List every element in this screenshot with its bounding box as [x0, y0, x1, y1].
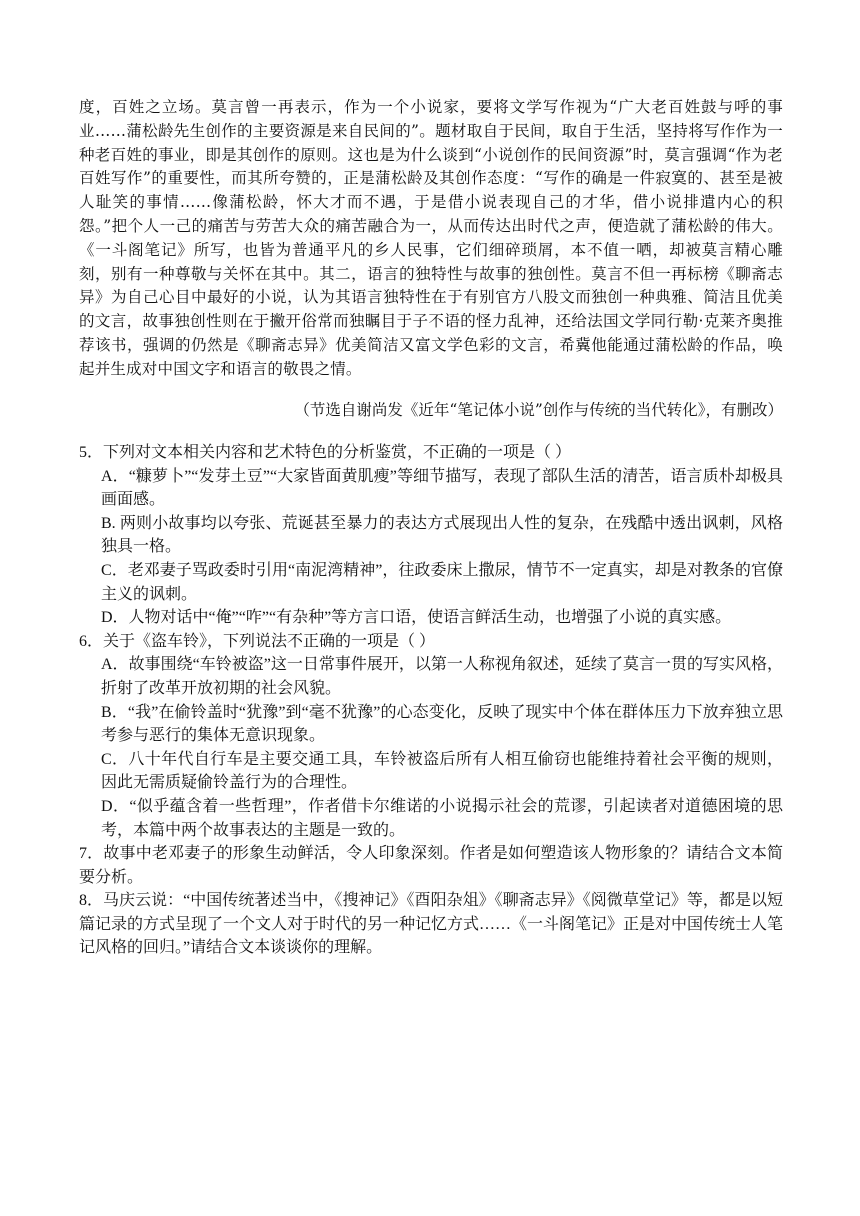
passage-source-citation: （节选自谢尚发《近年“笔记体小说”创作与传统的当代转化》，有删改） — [294, 401, 783, 419]
option-c: C．八十年代自行车是主要交通工具，车铃被盗后所有人相互偷窃也能维持着社会平衡的规则，因此无需质疑偷铃盖行为的合理性。 — [101, 750, 783, 792]
option-b: B. 两则小故事均以夸张、荒诞甚至暴力的表达方式展现出人性的复杂，在残酷中透出讽刺，风格独具一格。 — [101, 514, 783, 556]
question-list — [79, 441, 783, 960]
option-b: B．“我”在偷铃盖时“犹豫”到“毫不犹豫”的心态变化，反映了现实中个体在群体压力下放弃独立思考参与恶行的集体无意识现象。 — [101, 703, 783, 745]
option-c: C．老邓妻子骂政委时引用“南泥湾精神”，往政委床上撒尿，情节不一定真实，却是对教条的官僚主义的讽刺。 — [101, 561, 783, 603]
option-a: A．“糠萝卜”“发芽土豆”“大家皆面黄肌瘦”等细节描写，表现了部队生活的清苦，语言质朴却极具画面感。 — [101, 467, 783, 509]
question-8 — [79, 889, 783, 960]
option-d: D．“似乎蕴含着一些哲理”，作者借卡尔维诺的小说揭示社会的荒谬，引起读者对道德困境的思考，本篇中两个故事表达的主题是一致的。 — [101, 797, 783, 839]
question-stem: 8．马庆云说：“中国传统著述当中，《搜神记》《酉阳杂俎》《聊斋志异》《阅微草堂记》等，都是以短篇记录的方式呈现了一个文人对于时代的另一种记忆方式……《一斗阁笔记》正是对中国传统士人笔记风格的回归。”请结合文本谈谈你的理解。 — [79, 892, 784, 957]
passage-body — [79, 96, 783, 382]
question-stem: 7．故事中老邓妻子的形象生动鲜活，令人印象深刻。作者是如何塑造该人物形象的？请结合文本简要分析。 — [79, 845, 783, 886]
option-d: D．人物对话中“俺”“咋”“有杂种”等方言口语，使语言鲜活生动，也增强了小说的真实感。 — [101, 609, 732, 627]
passage-paragraph: 度，百姓之立场。莫言曾一再表示，作为一个小说家，要将文学写作视为“广大老百姓鼓与呼的事业……蒲松龄先生创作的主要资源是来自民间的”。题材取自于民间，取自于生活，坚持将写作作为一种老百姓的事业，即是其创作的原则。这也是为什么谈到“小说创作的民间资源”时，莫言强调“作为老百姓写作”的重要性，而其所夸赞的，正是蒲松龄及其创作态度：“写作的确是一件寂寞的、甚至是被人耻笑的事情……像蒲松龄，怀大才而不遇，于是借小说表现自己的才华，借小说排遣内心的积怨。”把个人一己的痛苦与劳苦大众的痛苦融合为一，从而传达出时代之声，便造就了蒲松龄的伟大。《一斗阁笔记》所写，也皆为普通平凡的乡人民事，它们细碎琐屑，本不值一哂，却被莫言精心雕刻，别有一种尊敬与关怀在其中。其二，语言的独特性与故事的独创性。莫言不但一再标榜《聊斋志异》为自己心目中最好的小说，认为其语言独特性在于有别官方八股文而独创一种典雅、简洁且优美的文言，故事独创性则在于撇开俗常而独瞩目于子不语的怪力乱神，还给法国文学同行勒·克莱齐奥推荐该书，强调的仍然是《聊斋志异》优美简洁又富文学色彩的文言，希冀他能通过蒲松龄的作品，唤起并生成对中国文字和语言的敬畏之情。 — [79, 98, 783, 378]
question-stem: 5．下列对文本相关内容和艺术特色的分析鉴赏，不正确的一项是（ ） — [79, 444, 572, 461]
question-7 — [79, 842, 783, 889]
option-a: A．故事围绕“车铃被盗”这一日常事件展开，以第一人称视角叙述，延续了莫言一贯的写实风格，折射了改革开放初期的社会风貌。 — [101, 656, 783, 697]
question-5 — [79, 441, 783, 630]
question-stem: 6．关于《盗车铃》，下列说法不正确的一项是（ ） — [79, 632, 436, 650]
question-6 — [79, 630, 783, 842]
